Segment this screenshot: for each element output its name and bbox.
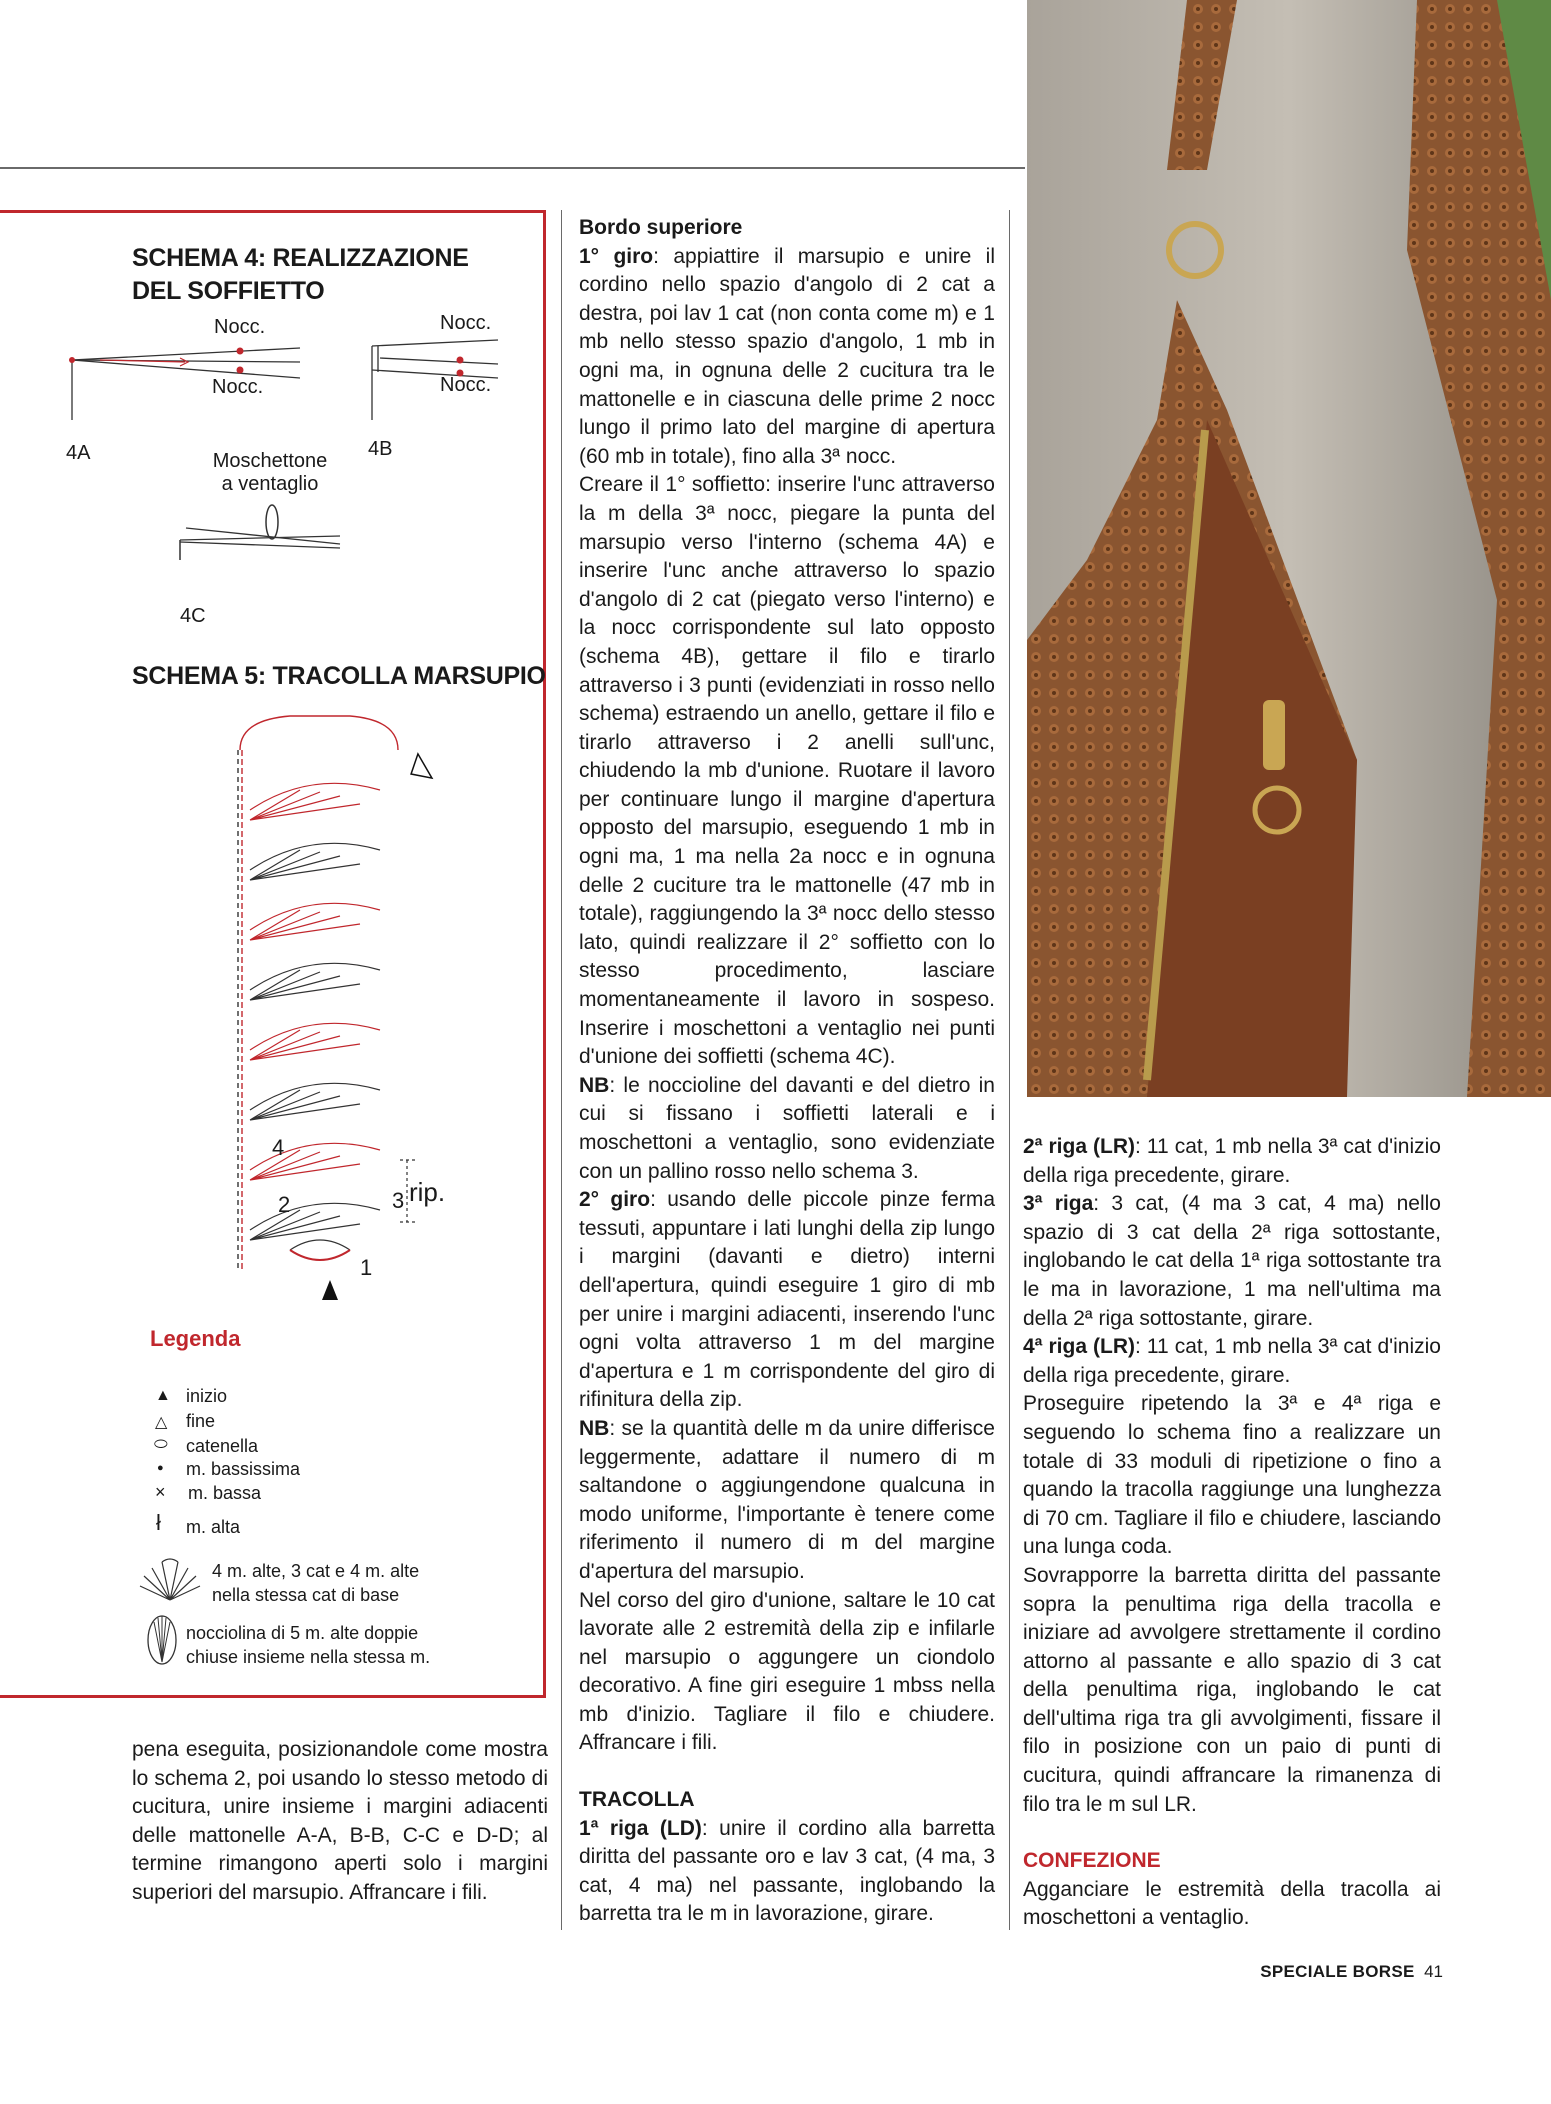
bobble-stitch-icon [144, 1612, 180, 1668]
single-crochet-x-icon: × [155, 1482, 166, 1502]
chart-top-arc [240, 716, 398, 750]
chart-shells [250, 783, 380, 1260]
legend-label-m-alta: m. alta [186, 1517, 241, 1537]
schema5-title: SCHEMA 5: TRACOLLA MARSUPIO [132, 662, 546, 690]
start-arrow-icon [322, 1280, 338, 1300]
col2-p5-label: 1ª riga (LD) [579, 1816, 702, 1840]
end-arrow-icon [404, 754, 432, 786]
col3-text [1023, 1133, 1441, 1933]
top-rule [0, 167, 1025, 169]
col2-nb2 [579, 1415, 995, 1587]
bag-photo-illustration [1027, 0, 1551, 1097]
column-rule-1 [561, 210, 562, 1930]
col3-r3-text: : 3 cat, (4 ma 3 cat, 4 ma) nello spazio di 3 cat della 2ª riga sottostante, inglobando le cat della 1ª riga sottostante tra le ma in lavorazione, 1 ma nell'ultima ma della 2ª riga sottostante, girare. [1023, 1192, 1441, 1330]
col2-nb2-text: : se la quantità delle m da unire differisce leggermente, adattare il numero di m saltandone o aggiungendone qualcuna in modo uniforme, l'importante è tenere come riferimento il numero di m del margine d'apertura del marsupio. [579, 1416, 995, 1583]
col2-p4: Nel corso del giro d'unione, saltare le 10 cat lavorate alle 2 estremità della zip e infilarle nel marsupio o aggungere un ciondolo decorativo. A fine giri eseguire 1 mbss nella mb d'inizio. Tagliare il filo e chiudere. Affrancare i fili. [579, 1588, 995, 1755]
col2-p3-text: : usando delle piccole pinze ferma tessuti, appuntare i lati lunghi della zip lungo i margini (davanti e dietro) interni dell'apertura, quindi eseguire 1 giro di mb per unire i margini adiacenti, inserendo l'unc ogni volta attraverso 1 m del margine d'apertura e 1 m corrispondente del giro di rifinitura della zip. [579, 1188, 995, 1412]
col2-p2: Creare il 1° soffietto: inserire l'unc attraverso la m della 3ª nocc, piegare la punta del marsupio verso l'interno (schema 4A) e inserire l'unc anche attraverso lo spazio d'angolo di 2 cat (piegato verso l'interno) e la nocc corrispondente sul lato opposto (schema 4B), gettare il filo e tirarlo attraverso i 3 punti (evidenziati in rosso nello schema) estraendo un anello, gettare il filo e tirarlo attraverso i 2 anelli sull'unc, chiudendo la mb d'unione. Ruotare il lavoro per continuare lungo il margine d'apertura opposto del marsupio, eseguendo 1 mb in ogni ma, 1 ma nella 2a nocc e in ognuna delle 2 cuciture tra le mattonelle (47 mb in totale), raggiungendo la 3ª nocc dello stesso lato, quindi realizzare il 2° soffietto con lo stesso procedimento, lasciare momentaneamente il lavoro in sospeso. Inserire i moschettoni a ventaglio nei punti d'unione dei soffietti (schema 4C). [579, 473, 995, 1069]
schema4-label-nocc-b-bottom: Nocc. [440, 374, 492, 396]
legend-label-m-bassa: m. bassa [188, 1483, 262, 1503]
schema5-label-rip: rip. [409, 1177, 446, 1207]
schema4-label-4c: 4C [180, 605, 206, 627]
carabiner-icon [266, 505, 278, 539]
schema5-diagram [230, 710, 460, 1320]
col3-r2-label: 2ª riga (LR) [1023, 1135, 1136, 1158]
shell-stitch-icon [132, 1556, 208, 1604]
schema4-label-nocc-b-top: Nocc. [440, 312, 492, 334]
legend-label-inizio: inizio [186, 1386, 228, 1406]
schema4-label-moschettone [205, 450, 335, 496]
col2-nb1 [579, 1072, 995, 1186]
col2-nb1-text: : le noccioline del davanti e del dietro in cui si fissano i soffietti laterali e i moschettoni a ventaglio, sono evidenziate con un pallino rosso nello schema 3. [579, 1073, 995, 1183]
schema4-label-nocc-a-top: Nocc. [214, 316, 266, 338]
schema4-label-nocc-a-bottom: Nocc. [212, 376, 264, 398]
schema4-title-line2: DEL SOFFIETTO [132, 277, 325, 305]
col2-text [579, 214, 995, 1929]
schema4-label-4b: 4B [368, 438, 393, 460]
zip-pull-icon [1263, 700, 1285, 770]
col2-heading-bordo: Bordo superiore [579, 216, 743, 239]
schema5-label-3: 3 [392, 1188, 405, 1213]
col2-p1 [579, 243, 995, 472]
schema5-label-2: 2 [278, 1192, 291, 1217]
col2-heading-tracolla: TRACOLLA [579, 1788, 695, 1812]
col1-paragraph: pena eseguita, posizionandole come mostra lo schema 2, poi usando lo stesso metodo di cucitura, unire insieme i margini adiacenti delle mattonelle A-A, B-B, C-C e D-D; al termine rimangono aperti solo i margini superiori del marsupio. Affrancare i fili. [132, 1738, 548, 1904]
legend-shell-line2: nella stessa cat di base [212, 1585, 400, 1605]
col2-p3 [579, 1186, 995, 1415]
col3-p1: Proseguire ripetendo la 3ª e 4ª riga e seguendo lo schema fino a realizzare un totale di 33 moduli di ripetizione o fino a quando la tracolla raggiunge una lunghezza di 70 cm. Tagliare il filo e chiudere, lasciando una lunga coda. [1023, 1392, 1441, 1559]
chain-oval-icon: ⬭ [154, 1436, 168, 1453]
schema5-label-4: 4 [272, 1135, 285, 1160]
page-footer [1260, 1962, 1443, 1982]
col3-r3 [1023, 1190, 1441, 1333]
col2-p5 [579, 1815, 995, 1929]
legend-label-m-bassissima: m. bassissima [186, 1459, 301, 1479]
col3-r4-label: 4ª riga (LR) [1023, 1335, 1136, 1359]
schema4-diagram [0, 300, 546, 560]
col3-r2-text: : 11 cat, 1 mb nella 3ª cat d'inizio della riga precedente, girare. [1023, 1135, 1441, 1187]
schema4-title-line1: SCHEMA 4: REALIZZAZIONE [132, 244, 469, 272]
col3-r3-label: 3ª riga [1023, 1192, 1094, 1216]
col2-nb2-label: NB [579, 1416, 610, 1440]
col3-r4 [1023, 1333, 1441, 1390]
col3-r4-text: : 11 cat, 1 mb nella 3ª cat d'inizio della riga precedente, girare. [1023, 1335, 1441, 1387]
col2-p5-text: : unire il cordino alla barretta diritta del passante oro e lav 3 cat, (4 ma, 3 cat, 4 ma) nel passante, inglobando la barretta tra le m in lavorazione, girare. [579, 1816, 995, 1926]
col3-p2: Sovrapporre la barretta diritta del passante sopra la penultima riga della tracolla e iniziare ad avvolgere strettamente il cordino attorno al passante e allo spazio di 3 cat della penultima riga, inglobando le cat dell'ultima riga tra gli avvolgimenti, fissare il filo in posizione con un paio di punti di cucitura, quindi affrancare la rimanenza di filo tra le m sul LR. [1023, 1563, 1441, 1816]
bag-photo [1027, 0, 1551, 1097]
legend-label-fine: fine [186, 1411, 216, 1431]
col1-bottom-text [132, 1736, 548, 1908]
col2-p1-text: : appiattire il marsupio e unire il cordino nello spazio d'angolo di 2 cat a destra, poi lav 1 cat (non conta come m) e 1 mb nello stesso spazio d'angolo, 1 mb in ogni ma, in ognuna delle 2 cucitura tra le mattonelle e in ciascuna delle prime 2 nocc lungo il primo lato del margine di apertura (60 mb in totale), fino alla 3ª nocc. [579, 244, 996, 468]
col2-p1-label: 1° giro [579, 244, 654, 268]
slip-stitch-dot-icon: ● [157, 1462, 164, 1474]
schema4a-top [72, 348, 300, 360]
col3-heading-confezione: CONFEZIONE [1023, 1849, 1161, 1873]
moschettone-line1: Moschettone [212, 450, 328, 472]
col3-r2 [1023, 1133, 1441, 1190]
col2-nb1-label: NB [579, 1073, 610, 1097]
legend-title: Legenda [150, 1326, 241, 1351]
col2-p3-label: 2° giro [579, 1188, 651, 1212]
legend-bobble-line1: nocciolina di 5 m. alte doppie [186, 1623, 419, 1643]
double-crochet-icon: ł [156, 1510, 161, 1535]
legend-shell-line1: 4 m. alte, 3 cat e 4 m. alte [212, 1561, 420, 1581]
schema5-label-1: 1 [360, 1255, 373, 1280]
end-triangle-icon: △ [155, 1414, 168, 1431]
legend-bobble-line2: chiuse insieme nella stessa m. [186, 1647, 431, 1667]
schema4-title [132, 242, 469, 308]
legend-label-catenella: catenella [186, 1436, 259, 1456]
footer-section: SPECIALE BORSE [1260, 1962, 1415, 1981]
col3-p3: Agganciare le estremità della tracolla ai moschettoni a ventaglio. [1023, 1877, 1441, 1930]
page-number: 41 [1424, 1962, 1443, 1981]
column-rule-2 [1009, 210, 1010, 1930]
start-triangle-icon: ▲ [155, 1387, 171, 1404]
schema4-label-4a: 4A [66, 442, 91, 464]
moschettone-line2: a ventaglio [221, 473, 319, 495]
